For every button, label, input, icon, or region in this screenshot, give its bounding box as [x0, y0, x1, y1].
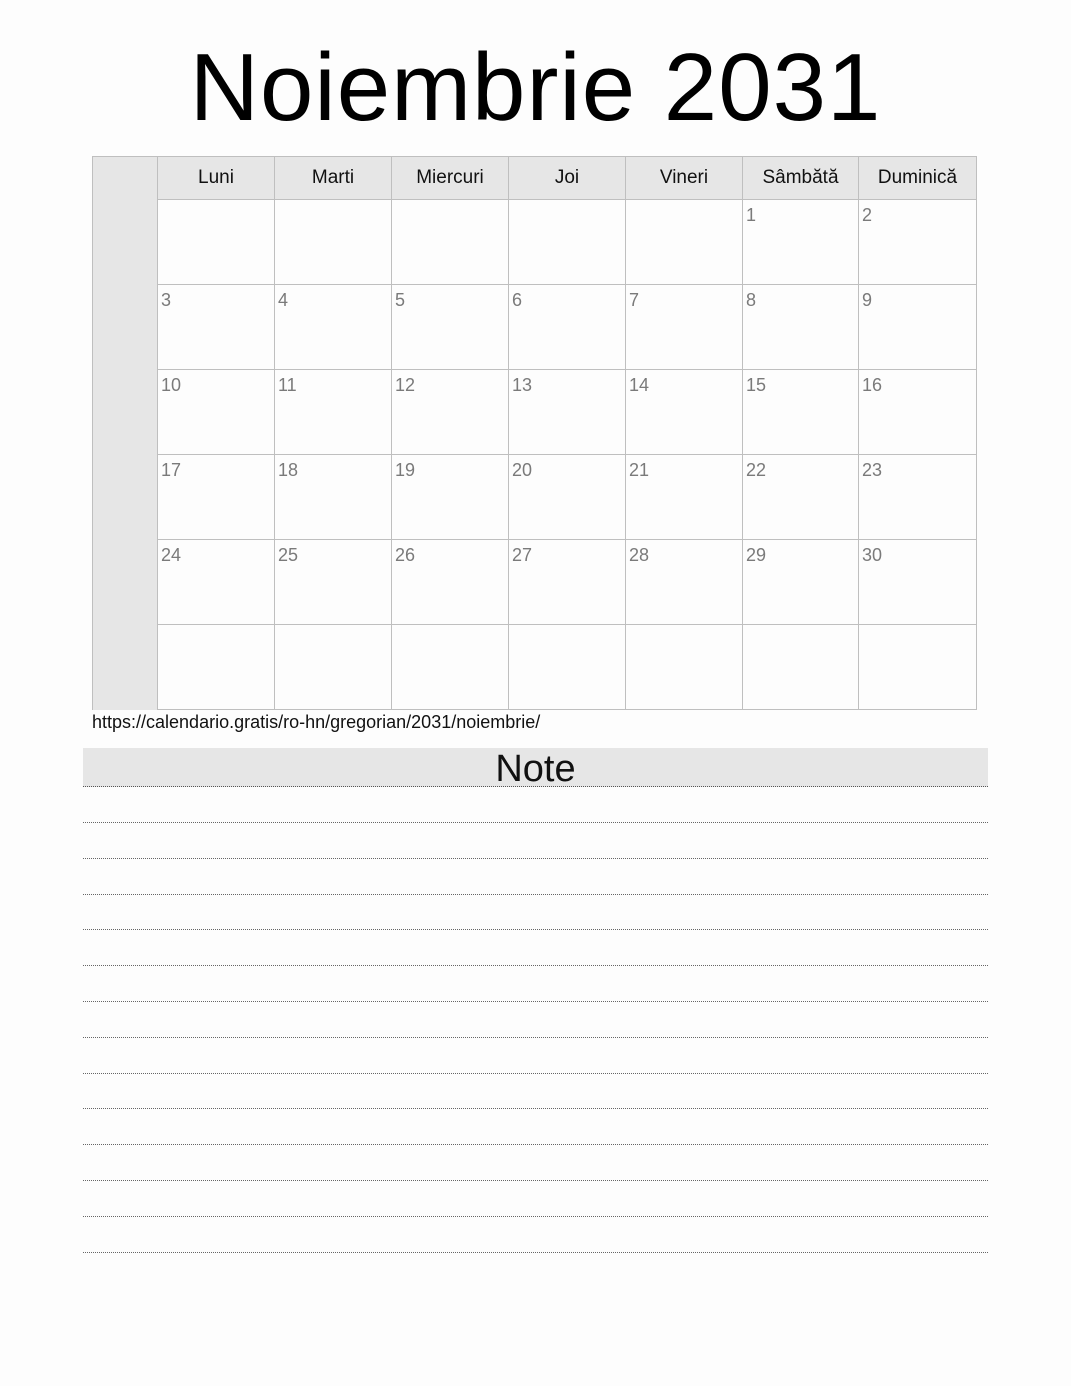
notes-title: Note [83, 748, 988, 787]
note-line [83, 1252, 988, 1253]
day-cell [158, 625, 275, 710]
day-cell [509, 200, 626, 285]
note-line [83, 1001, 988, 1002]
day-cell: 5 [392, 285, 509, 370]
note-line [83, 858, 988, 859]
note-line [83, 1037, 988, 1038]
weekday-header-sambata: Sâmbătă [743, 157, 859, 200]
day-cell [392, 625, 509, 710]
note-line [83, 822, 988, 823]
day-cell: 17 [158, 455, 275, 540]
day-cell: 30 [859, 540, 976, 625]
day-cell: 26 [392, 540, 509, 625]
day-cell [509, 625, 626, 710]
day-cell: 8 [743, 285, 859, 370]
day-cell: 19 [392, 455, 509, 540]
day-cell: 12 [392, 370, 509, 455]
day-cell [275, 200, 392, 285]
day-cell: 15 [743, 370, 859, 455]
day-cell: 1 [743, 200, 859, 285]
weekday-header-miercuri: Miercuri [392, 157, 509, 200]
day-cell: 9 [859, 285, 976, 370]
note-line [83, 1180, 988, 1181]
day-cell: 22 [743, 455, 859, 540]
note-line [83, 1073, 988, 1074]
day-cell: 4 [275, 285, 392, 370]
source-url[interactable]: https://calendario.gratis/ro-hn/gregorian/2031/noiembrie/ [92, 712, 541, 732]
day-cell: 6 [509, 285, 626, 370]
day-cell: 14 [626, 370, 743, 455]
note-line [83, 929, 988, 930]
weekday-header-vineri: Vineri [626, 157, 743, 200]
page-title: Noiembrie 2031 [189, 34, 882, 141]
day-cell: 21 [626, 455, 743, 540]
weekday-header-luni: Luni [158, 157, 275, 200]
note-line [83, 965, 988, 966]
day-cell: 25 [275, 540, 392, 625]
weekday-header-marti: Marti [275, 157, 392, 200]
week-number-column [93, 157, 158, 710]
weekday-header-joi: Joi [509, 157, 626, 200]
day-cell [392, 200, 509, 285]
day-cell: 27 [509, 540, 626, 625]
weekday-header-duminica: Duminică [859, 157, 976, 200]
day-cell [275, 625, 392, 710]
day-cell: 29 [743, 540, 859, 625]
day-cell [626, 625, 743, 710]
day-cell: 7 [626, 285, 743, 370]
day-cell: 20 [509, 455, 626, 540]
day-cell: 13 [509, 370, 626, 455]
day-cell [626, 200, 743, 285]
day-cell: 18 [275, 455, 392, 540]
note-line [83, 1216, 988, 1217]
day-cell: 24 [158, 540, 275, 625]
note-line [83, 894, 988, 895]
note-line [83, 1108, 988, 1109]
day-cell: 16 [859, 370, 976, 455]
day-cell: 3 [158, 285, 275, 370]
note-line [83, 1144, 988, 1145]
calendar-grid [92, 156, 977, 710]
day-cell [158, 200, 275, 285]
day-cell: 2 [859, 200, 976, 285]
day-cell [743, 625, 859, 710]
day-cell: 10 [158, 370, 275, 455]
day-cell: 23 [859, 455, 976, 540]
day-cell: 11 [275, 370, 392, 455]
day-cell [859, 625, 976, 710]
day-cell: 28 [626, 540, 743, 625]
